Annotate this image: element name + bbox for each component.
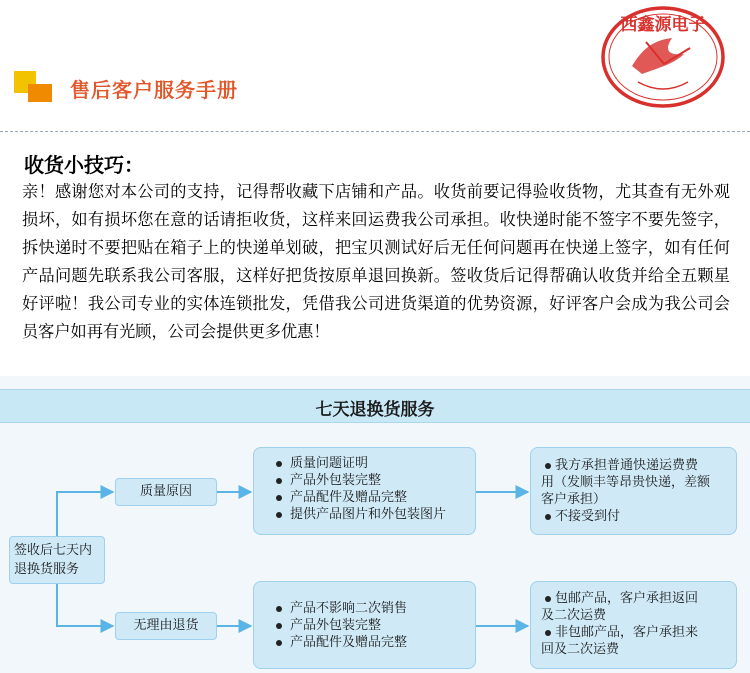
- quality-reason-box: 质量原因: [115, 478, 217, 506]
- connector-to-noreason: [57, 584, 113, 626]
- result-line: 我方承担普通快递运费费: [541, 457, 736, 474]
- no-reason-result-box: [530, 581, 737, 669]
- list-item: 产品外包装完整: [276, 617, 475, 634]
- start-line-1: 签收后七天内: [14, 543, 93, 558]
- result-line: 回及二次运费: [541, 642, 620, 657]
- list-item: 产品不影响二次销售: [276, 600, 475, 617]
- result-line: 客户承担）: [541, 492, 607, 507]
- no-reason-conditions-box: [253, 581, 476, 669]
- result-line: 用（发顺丰等昂贵快递，差额: [541, 475, 711, 490]
- service-title: 七天退换货服务: [315, 400, 435, 420]
- result-line: 非包邮产品，客户承担来: [541, 624, 736, 641]
- start-line-2: 退换货服务: [14, 562, 80, 577]
- result-line: 不接受到付: [541, 508, 736, 525]
- list-item: 产品外包装完整: [276, 472, 475, 489]
- result-line: 包邮产品，客户承担返回: [541, 590, 736, 607]
- no-reason-box: 无理由退货: [115, 612, 217, 640]
- list-item: 提供产品图片和外包装图片: [276, 506, 475, 523]
- list-item: 产品配件及赠品完整: [276, 489, 475, 506]
- tips-body: 亲！感谢您对本公司的支持，记得帮收藏下店铺和产品。收货前要记得验收货物，尤其查有无外观损坏，如有损坏您在意的话请拒收货，这样来回运费我公司承担。收快递时能不签字不要先签字，拆快递时不要把贴在箱子上的快递单划破，把宝贝测试好后无任何问题再在快递上签字，如有任何产品问题先联系我公司客服，这样好把货按原单退回换新。签收货后记得帮确认收货并给全五颗星好评啦！我公司专业的实体连锁批发，凭借我公司进货渠道的优势资源，好评客户会成为我公司会员客户如再有光顾，公司会提供更多优惠！: [22, 182, 730, 341]
- quality-result-box: [530, 447, 737, 535]
- quality-conditions-box: [253, 447, 476, 535]
- page-title: 售后客户服务手册: [70, 78, 238, 102]
- start-box: [9, 536, 105, 584]
- list-item: 产品配件及赠品完整: [276, 634, 475, 651]
- connector-to-quality: [57, 492, 113, 536]
- svg-text:西鑫源电子: 西鑫源电子: [620, 15, 706, 35]
- result-line: 及二次运费: [541, 608, 607, 623]
- list-item: 质量问题证明: [276, 455, 475, 472]
- tips-title: 收货小技巧：: [24, 153, 144, 177]
